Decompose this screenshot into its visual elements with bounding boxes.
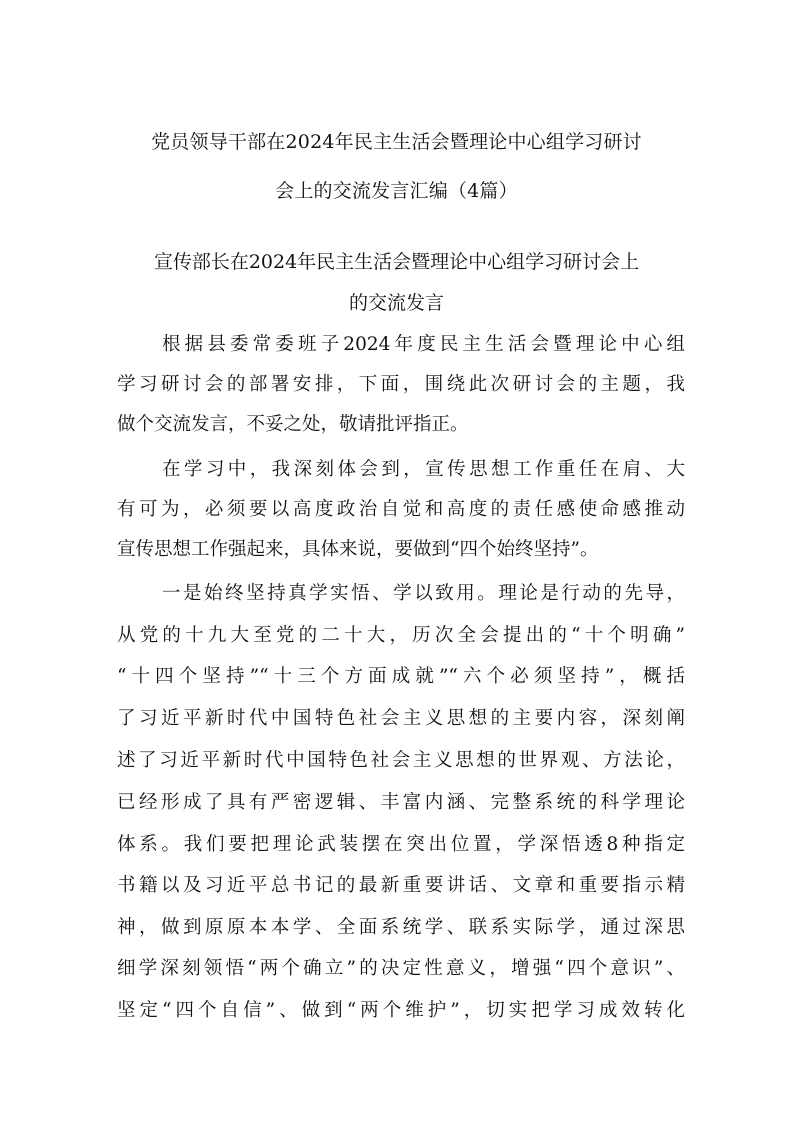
paragraph-line: 述了习近平新时代中国特色社会主义思想的世界观、方法论， [117,750,685,771]
paragraph-line: 从党的十九大至党的二十大，历次全会提出的“十个明确” [117,625,685,646]
paragraph-line: 坚定“四个自信”、做到“两个维护”，切实把学习成效转化 [117,1000,685,1021]
paragraph-line: 了习近平新时代中国特色社会主义思想的主要内容，深刻阐 [117,708,685,729]
document-title-line-2: 会上的交流发言汇编（4篇） [275,180,518,202]
section-title-line-2: 的交流发言 [348,292,444,314]
paragraph-line: 一是始终坚持真学实悟、学以致用。理论是行动的先导， [162,583,685,604]
document-title-line-1: 党员领导干部在2024年民主生活会暨理论中心组学习研讨 [151,131,642,153]
paragraph-line: 有可为，必须要以高度政治自觉和高度的责任感使命感推动 [117,499,685,520]
paragraph-line: 书籍以及习近平总书记的最新重要讲话、文章和重要指示精 [117,875,685,896]
paragraph-line: 已经形成了具有严密逻辑、丰富内涵、完整系统的科学理论 [117,792,685,813]
section-title-line-1: 宣传部长在2024年民主生活会暨理论中心组学习研讨会上 [153,251,640,273]
paragraph-line: 体系。我们要把理论武装摆在突出位置，学深悟透8种指定 [117,834,685,855]
paragraph-line: “十四个坚持”“十三个方面成就”“六个必须坚持”，概括 [117,666,685,687]
paragraph-line: 神，做到原原本本学、全面系统学、联系实际学，通过深思 [117,917,685,938]
paragraph-line: 宣传思想工作强起来，具体来说，要做到“四个始终坚持”。 [117,539,599,560]
paragraph-line: 根据县委常委班子2024年度民主生活会暨理论中心组 [162,334,685,355]
paragraph-line: 做个交流发言，不妥之处，敬请批评指正。 [117,414,469,435]
paragraph-line: 在学习中，我深刻体会到，宣传思想工作重任在肩、大 [162,459,685,480]
paragraph-line: 学习研讨会的部署安排，下面，围绕此次研讨会的主题，我 [117,374,685,395]
paragraph-line: 细学深刻领悟“两个确立”的决定性意义，增强“四个意识”、 [117,958,685,979]
